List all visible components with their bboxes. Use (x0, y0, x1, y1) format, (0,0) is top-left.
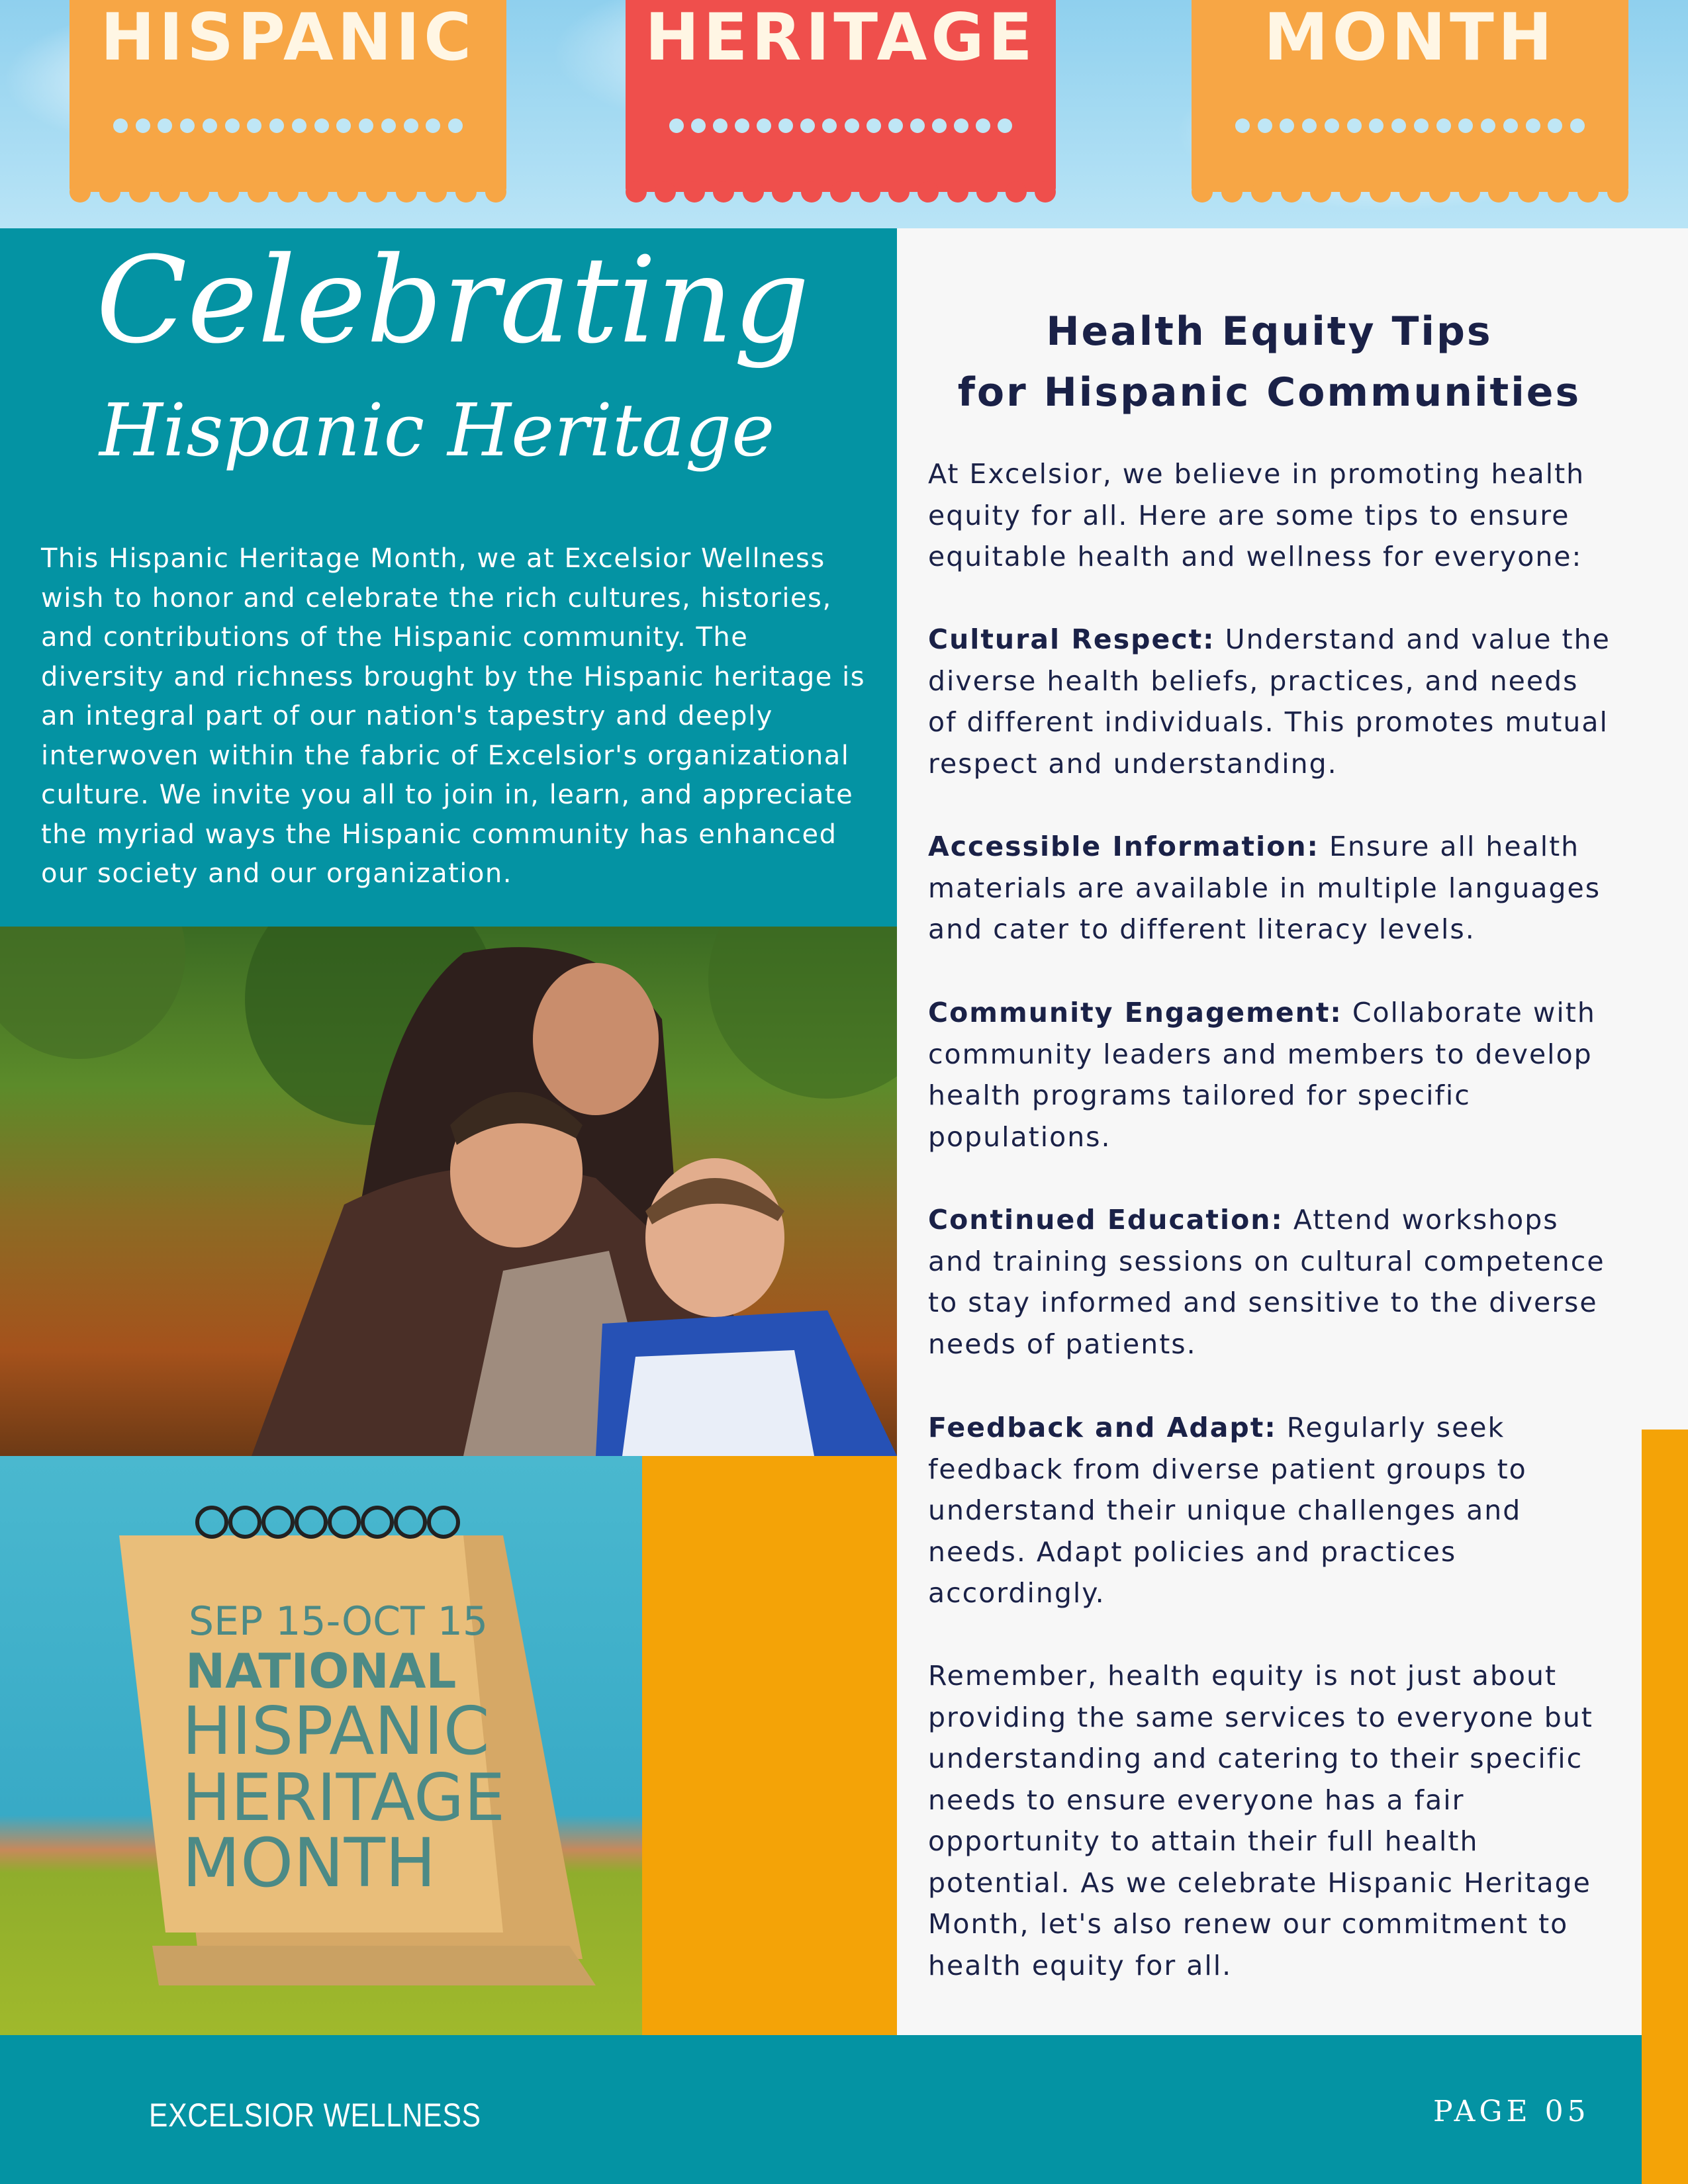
flag-cutout-pattern (1231, 86, 1589, 165)
intro-paragraph: This Hispanic Heritage Month, we at Excelsior Wellness wish to honor and celebrate the rich cultures, histories, and contributions of the Hispanic community. The diversity and richness brought by the Hispanic heritage is an integral part of our nation's tapestry and deeply interwoven within the fabric of Excelsior's organizational culture. We invite you all to join in, learn, and appreciate the myriad ways the Hispanic community has enhanced our society and our organization. (41, 543, 866, 889)
tip-continued-education (928, 1199, 1617, 1365)
tip-label: Feedback and Adapt: (928, 1412, 1277, 1443)
tip-text: Regularly seek feedback from diverse patient groups to understand their unique challenges and needs. Adapt policies and practices accordingly. (928, 1412, 1527, 1609)
calendar-spiral-rings (197, 1508, 458, 1537)
tips-heading (897, 301, 1642, 423)
flag-cutout-pattern (665, 86, 1016, 165)
calendar-photo (0, 1456, 642, 2035)
calendar-line-heritage: HERITAGE (182, 1760, 506, 1836)
tip-accessible-information (928, 826, 1617, 950)
intro-title: Celebrating (96, 232, 810, 370)
tips-heading-line2: for Hispanic Communities (957, 369, 1581, 416)
family-photo-illustration (0, 927, 897, 1456)
calendar-line-month: MONTH (182, 1824, 436, 1903)
tip-text: Collaborate with community leaders and members to develop health programs tailored for specific populations. (928, 997, 1596, 1153)
flag-cutout-pattern (109, 86, 467, 165)
tips-intro: At Excelsior, we believe in promoting health equity for all. Here are some tips to ensure equitable health and wellness for everyone: (928, 458, 1585, 572)
tips-closing: Remember, health equity is not just about providing the same services to everyone but understanding and catering to their specific needs to ensure everyone has a fair opportunity to attain their full health potential. As we celebrate Hispanic Heritage Month, let's also renew our commitment to health equity for all. (928, 1660, 1593, 1981)
calendar-illustration (0, 1456, 642, 2035)
intro-section (0, 228, 897, 927)
tip-label: Accessible Information: (928, 831, 1319, 862)
tips-heading-line1: Health Equity Tips (1046, 308, 1493, 355)
tip-label: Continued Education: (928, 1204, 1284, 1236)
tip-text: Understand and value the diverse health beliefs, practices, and needs of different individuals. This promotes mutual respect and understanding. (928, 623, 1611, 780)
banner-image (0, 0, 1688, 228)
calendar-line-national: NATIONAL (185, 1643, 457, 1699)
calendar-line-hispanic: HISPANIC (182, 1692, 490, 1770)
health-equity-tips-section (897, 228, 1642, 2035)
footer-organization-name: EXCELSIOR WELLNESS (149, 2097, 481, 2134)
tip-text: Ensure all health materials are available in multiple languages and cater to different literacy levels. (928, 831, 1601, 945)
right-orange-accent-bar (1642, 1430, 1688, 2184)
tip-text: Attend workshops and training sessions on cultural competence to stay informed and sensitive to the diverse needs of patients. (928, 1204, 1605, 1360)
intro-subtitle: Hispanic Heritage (99, 388, 775, 473)
footer-page-number: PAGE 05 (1433, 2095, 1590, 2128)
papel-picado-flag-month (1192, 0, 1628, 192)
flag-word: MONTH (1264, 0, 1556, 75)
papel-picado-flag-heritage (626, 0, 1056, 192)
tip-feedback-and-adapt (928, 1407, 1617, 1614)
tip-label: Cultural Respect: (928, 623, 1215, 655)
tip-community-engagement (928, 992, 1617, 1158)
papel-picado-flag-hispanic (70, 0, 506, 192)
orange-accent-block (642, 1456, 897, 2035)
flag-word: HISPANIC (100, 0, 476, 75)
tip-cultural-respect (928, 619, 1617, 784)
flag-word: HERITAGE (645, 0, 1037, 75)
calendar-date-range: SEP 15-OCT 15 (189, 1598, 489, 1645)
tip-label: Community Engagement: (928, 997, 1342, 1028)
family-photo (0, 927, 897, 1456)
footer (0, 2035, 1642, 2184)
